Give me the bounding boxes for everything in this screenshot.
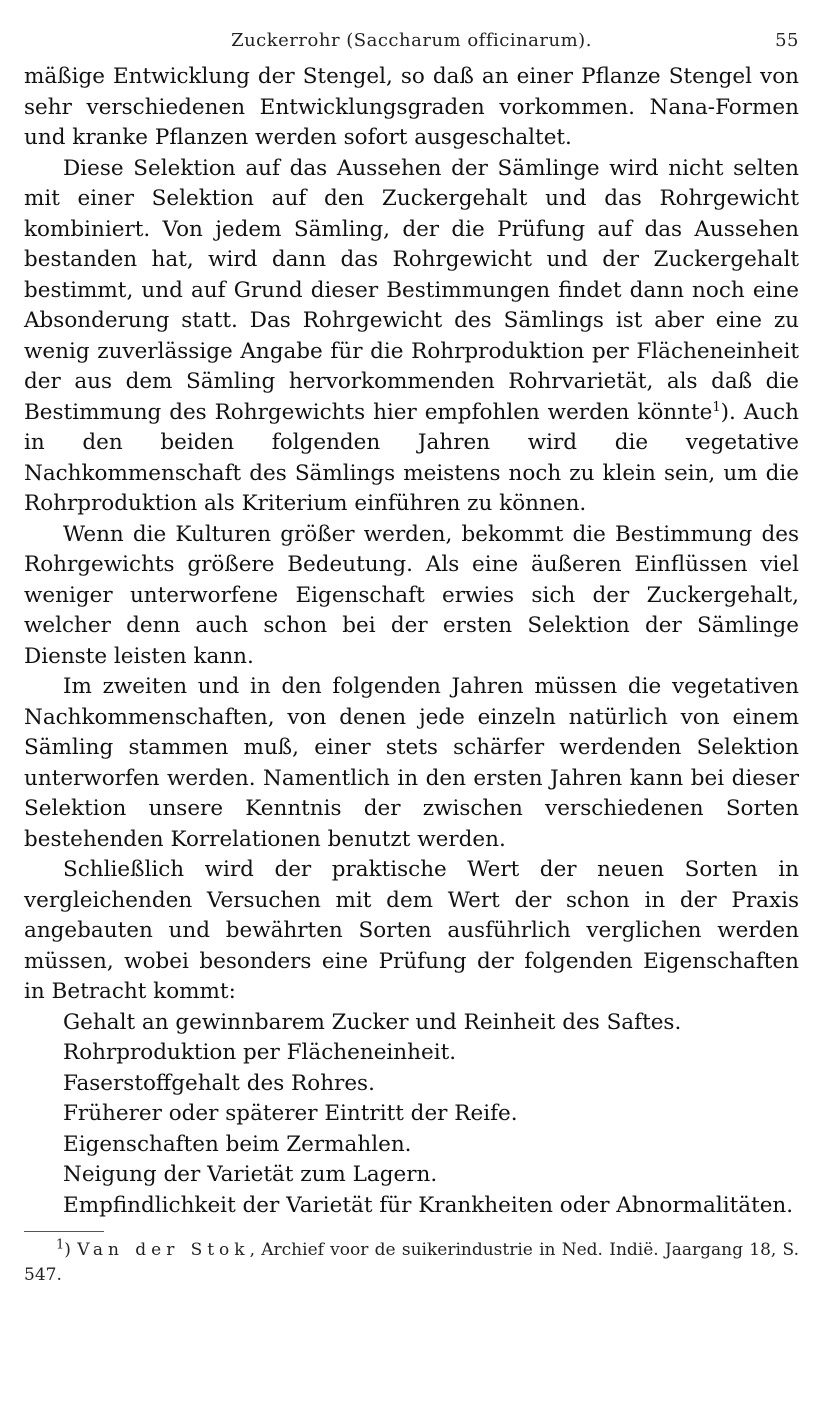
paragraph-practical-value: Schließlich wird der praktische Wert der neuen Sorten in vergleichenden Versuchen mit dem Wert der schon in der Praxis angebauten und bewährten Sorten ausführlich verglichen werden müssen, wobei besonders eine Prüfung der folgenden Eigenschaften in Betracht kommt:: [24, 857, 799, 1004]
paragraph-cultures: Wenn die Kulturen größer werden, bekommt die Bestimmung des Rohrgewichts größere Bedeutung. Als eine äußeren Einflüssen viel weniger unterworfene Eigenschaft erwies sich der Zuckergehalt, welcher denn auch schon bei der ersten Selektion der Sämlinge Dienste leisten kann.: [24, 521, 799, 669]
criteria-item: Eigenschaften beim Zermahlen.: [63, 1131, 412, 1157]
main-text: [24, 62, 799, 1221]
paragraph-text: Diese Selektion auf das Aussehen der Sämlinge wird nicht selten mit einer Selektion auf den Zuckergehalt und das Rohrgewicht kombiniert. Von jedem Sämling, der die Prüfung auf das Aussehen bestanden hat, wird dann das Rohrgewicht und der Zuckergehalt bestimmt, und auf Grund dieser Bestimmungen findet dann noch eine Absonderung statt. Das Rohrgewicht des Sämlings ist aber eine zu wenig zuverlässige Angabe für die Rohrproduktion per Flächeneinheit der aus dem Sämling hervorkommenden Rohrvarietät, als daß die Bestimmung des Rohrgewichts hier empfohlen werden könnte: [24, 155, 799, 425]
criteria-item: Früherer oder späterer Eintritt der Reife.: [63, 1101, 518, 1126]
running-title: Zuckerrohr (Saccharum officinarum).: [231, 30, 592, 51]
footnote-text: , Archief voor de suikerindustrie in Ned. Indië. Jaargang 18, S. 547.: [24, 1240, 799, 1285]
criteria-item: Empfindlichkeit der Varietät für Krankheiten oder Abnormalitäten.: [63, 1192, 794, 1218]
running-header: [24, 30, 799, 60]
footnote-reference: 1: [712, 399, 721, 415]
footnote-marker: 1: [56, 1237, 65, 1253]
criteria-item: Faserstoffgehalt des Rohres.: [63, 1070, 375, 1096]
paragraph-second-year: Im zweiten und in den folgenden Jahren müssen die vegetativen Nachkommenschaften, von denen jede einzeln natürlich von einem Sämling stammen muß, einer stets schärfer werdenden Selektion unterworfen werden. Namentlich in den ersten Jahren kann bei dieser Selektion unsere Kenntnis der zwischen verschiedenen Sorten bestehenden Korrelationen benutzt werden.: [24, 674, 799, 852]
footnote: [24, 1238, 799, 1288]
footnote-marker-close: ): [64, 1240, 71, 1260]
criteria-item: Gehalt an gewinnbarem Zucker und Reinheit des Saftes.: [63, 1009, 682, 1035]
criteria-list: [24, 1008, 799, 1222]
footnote-author: Van der Stok: [77, 1240, 250, 1260]
page-number: 55: [775, 30, 799, 51]
criteria-item: Rohrproduktion per Flächeneinheit.: [63, 1040, 457, 1065]
paragraph-selection: [24, 154, 799, 520]
paragraph-text: ). Auch in den beiden folgenden Jahren wird die vegetative Nachkommenschaft des Sämlings meistens noch zu klein sein, um die Rohrproduktion als Kriterium einführen zu können.: [24, 399, 799, 516]
paragraph-continuation: mäßige Entwicklung der Stengel, so daß an einer Pflanze Stengel von sehr verschiedenen Entwicklungsgraden vorkommen. Nana-Formen und kranke Pflanzen werden sofort ausgeschaltet.: [24, 64, 799, 150]
criteria-item: Neigung der Varietät zum Lagern.: [63, 1162, 438, 1187]
document-page: [24, 30, 799, 1288]
footnote-divider: [24, 1231, 104, 1232]
